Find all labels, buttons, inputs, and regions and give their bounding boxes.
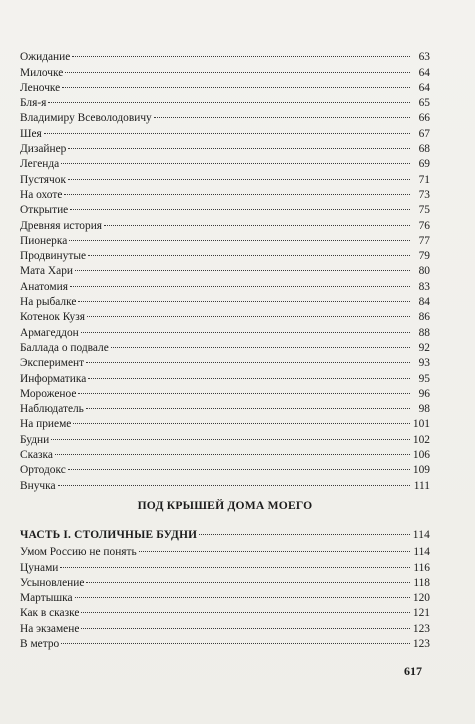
toc-entry-title: Шея [20,127,42,140]
toc-entry-page: 79 [418,250,430,263]
toc-entry-title: Информатика [20,372,87,385]
dot-leader [88,362,410,378]
dot-leader [58,469,410,485]
dot-leader [69,225,410,241]
toc-entry-title: На охоте [20,188,63,201]
dot-leader [73,408,410,424]
dot-leader [86,567,410,583]
toc-entry-page: 77 [418,234,430,247]
toc-entry-page: 109 [412,464,430,477]
toc-entry-title: Пустячок [20,173,67,186]
dot-leader [78,378,410,394]
toc-entry-title: Усыновление [20,576,85,589]
toc-entry-title: Бля-я [20,97,47,110]
dot-leader [104,209,410,225]
toc-entry-title: Пионерка [20,234,68,247]
toc-entry-page: 95 [418,372,430,385]
dot-leader [70,194,410,210]
toc-list [20,539,430,651]
toc-entry-title: На экзамене [20,622,80,635]
toc-entry-title: На приеме [20,418,72,431]
toc-entry-page: 111 [413,479,430,492]
dot-leader [78,286,410,302]
toc-entry-title: Открытие [20,204,69,217]
dot-leader [68,163,410,179]
toc-entry-page: 120 [412,592,430,605]
toc-entry-page: 102 [412,433,430,446]
toc-entry-page: 98 [418,403,430,416]
toc-entry-title: Продвинутые [20,250,87,263]
section-heading: ПОД КРЫШЕЙ ДОМА МОЕГО [137,499,313,512]
toc-entry-page: 68 [418,143,430,156]
dot-leader [86,393,410,409]
toc-entry-page: 76 [418,219,430,232]
toc-entry-title: Армагеддон [20,326,79,339]
dot-leader [55,439,410,455]
toc-entry-page: 116 [413,561,430,574]
toc-entry-page: 86 [418,311,430,324]
dot-leader [86,347,410,363]
toc-entry-page: 67 [418,127,430,140]
dot-leader [154,102,410,118]
toc-entry-title: Мартышка [20,592,73,605]
dot-leader [51,423,410,439]
toc-entry-page: 92 [418,341,430,354]
toc-entry-page: 121 [412,607,430,620]
dot-leader [75,582,410,598]
toc-entry-title: ЧАСТЬ I. СТОЛИЧНЫЕ БУДНИ [20,529,198,542]
toc-entry-page: 96 [418,387,430,400]
dot-leader [75,255,410,271]
dot-leader [44,117,410,133]
dot-leader [81,316,410,332]
dot-leader [70,270,410,286]
toc-entry-title: Легенда [20,158,60,171]
toc-entry-page: 80 [418,265,430,278]
toc-entry-title: В метро [20,638,60,651]
dot-leader [61,148,410,164]
toc-entry-title: Древняя история [20,219,103,232]
toc-entry-page: 84 [418,296,430,309]
toc-entry-page: 75 [418,204,430,217]
dot-leader [88,240,410,256]
toc-entry-title: Наблюдатель [20,403,84,416]
dot-leader [81,612,410,628]
dot-leader [111,332,410,348]
toc-entry-title: Дизайнер [20,143,67,156]
toc-entry [20,472,430,492]
toc-entry-title: Милочке [20,66,64,79]
dot-leader [87,301,410,317]
dot-leader [65,56,410,72]
toc-entry-title: Будни [20,433,50,446]
toc-entry-title: На рыбалке [20,296,77,309]
dot-leader [199,519,410,535]
toc-entry [20,631,430,651]
dot-leader [62,72,410,88]
toc-entry-page: 123 [412,622,430,635]
toc-entry-page: 65 [418,97,430,110]
toc-entry-page: 69 [418,158,430,171]
toc-entry-page: 88 [418,326,430,339]
toc-entry-title: Умом Россию не понять [20,546,137,559]
toc-entry-title: Котенок Кузя [20,311,85,324]
toc-entry-page: 93 [418,357,430,370]
dot-leader [72,41,410,57]
toc-entry-page: 73 [418,188,430,201]
toc-entry-page: 83 [418,280,430,293]
dot-leader [68,454,410,470]
toc-entry-title: Анатомия [20,280,68,293]
toc-entry-title: Леночке [20,81,61,94]
toc-entry-title: Мороженое [20,387,77,400]
toc-entry-page: 114 [412,529,430,542]
toc-entry-page: 106 [412,449,430,462]
toc-entry-page: 118 [413,576,430,589]
toc-entry-title: Ожидание [20,51,71,64]
page-number: 617 [404,664,422,678]
toc-entry-page: 64 [418,81,430,94]
dot-leader [81,597,410,613]
toc-entry-title: Эксперимент [20,357,85,370]
dot-leader [139,536,410,552]
toc-entry [20,522,430,542]
toc-entry-page: 123 [412,638,430,651]
toc-entry-page: 63 [418,51,430,64]
toc-entry-page: 71 [418,173,430,186]
toc-entry-title: Баллада о подвале [20,341,109,354]
toc-entry-title: Ортодокс [20,464,66,477]
toc-entry-title: Мата Хари [20,265,73,278]
toc-entry-page: 66 [418,112,430,125]
dot-leader [68,133,410,149]
part-heading [20,522,430,542]
toc-entry-page: 114 [413,546,430,559]
toc-entry-title: Как в сказке [20,607,80,620]
toc-entry-title: Цунами [20,561,59,574]
toc-entry-page: 64 [418,66,430,79]
dot-leader [61,628,410,644]
toc-list [20,44,430,492]
toc-entry-title: Владимиру Всеволодовичу [20,112,152,125]
toc-entry-title: Сказка [20,449,53,462]
dot-leader [48,87,410,103]
dot-leader [64,179,410,195]
toc-entry-title: Внучка [20,479,56,492]
dot-leader [60,551,410,567]
toc-entry-page: 101 [412,418,430,431]
